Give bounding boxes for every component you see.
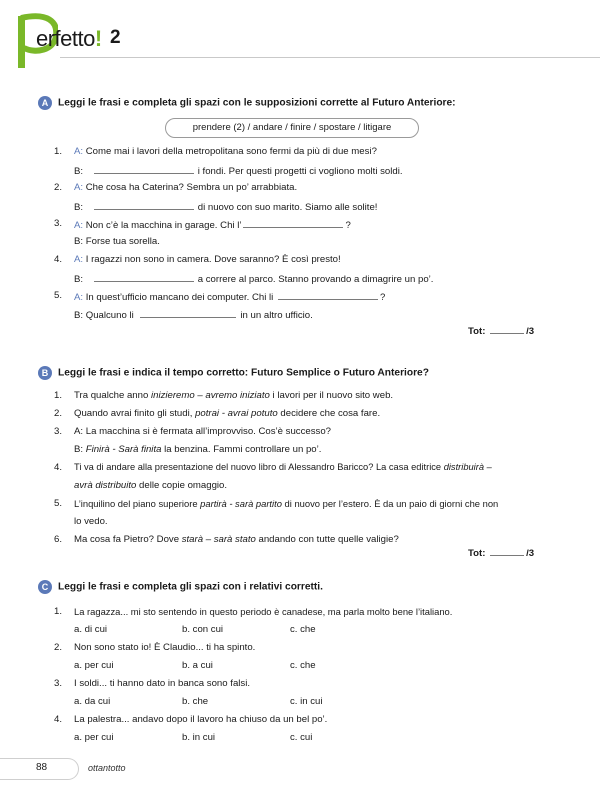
section-c-badge: C — [38, 580, 52, 594]
book-number: 2 — [110, 27, 121, 48]
c-option-c[interactable]: c. che — [290, 660, 316, 671]
item-number: 4. — [54, 714, 63, 725]
item-number: 1. — [54, 606, 63, 617]
section-b-title: B Leggi le frasi e indica il tempo corretto: Futuro Semplice o Futuro Anteriore? — [38, 366, 429, 380]
b-item-5-line2: lo vedo. — [74, 516, 108, 527]
b-item-4-line2: avrà distribuito delle copie omaggio. — [74, 480, 228, 491]
c-option-b[interactable]: b. a cui — [182, 660, 213, 671]
c-option-a[interactable]: a. per cui — [74, 732, 114, 743]
page-header — [0, 0, 600, 60]
b-line-2: B: di nuovo con suo marito. Siamo alle solite! — [74, 202, 378, 213]
item-number: 5. — [54, 290, 63, 301]
item-number: 6. — [54, 534, 63, 545]
section-a-badge: A — [38, 96, 52, 110]
score-a: Tot: /3 — [468, 326, 535, 337]
header-divider — [60, 57, 600, 58]
c-option-c[interactable]: c. che — [290, 624, 316, 635]
item-number: 4. — [54, 254, 63, 265]
page-number-word: ottantotto — [88, 763, 126, 773]
item-number: 2. — [54, 182, 63, 193]
a-line-5: A: In quest’ufficio mancano dei computer. Chi li ? — [74, 292, 386, 303]
c-option-c[interactable]: c. in cui — [290, 696, 323, 707]
item-number: 3. — [54, 426, 63, 437]
answer-blank[interactable] — [278, 290, 378, 300]
section-c-title: C Leggi le frasi e completa gli spazi con i relativi corretti. — [38, 580, 323, 594]
section-a-title: A Leggi le frasi e completa gli spazi con le supposizioni corrette al Futuro Anteriore: — [38, 96, 456, 110]
c-option-b[interactable]: b. con cui — [182, 624, 224, 635]
score-blank[interactable] — [490, 546, 524, 556]
score-b: Tot: /3 — [468, 548, 535, 559]
item-number: 1. — [54, 146, 63, 157]
b-line-4: B: a correre al parco. Stanno provando a dimagrire un po’. — [74, 274, 434, 285]
answer-blank[interactable] — [243, 218, 343, 228]
page-number: 88 — [36, 762, 48, 773]
item-number: 1. — [54, 390, 63, 401]
c-question-3: I soldi... ti hanno dato in banca sono falsi. — [74, 678, 250, 689]
item-number: 2. — [54, 408, 63, 419]
item-number: 3. — [54, 678, 63, 689]
word-box: prendere (2) / andare / finire / spostare / litigare — [165, 118, 419, 138]
c-option-a[interactable]: a. per cui — [74, 660, 114, 671]
a-line-2: A: Che cosa ha Caterina? Sembra un po’ arrabbiata. — [74, 182, 298, 193]
item-number: 2. — [54, 642, 63, 653]
score-blank[interactable] — [490, 324, 524, 334]
answer-blank[interactable] — [94, 164, 194, 174]
b-item-1: Tra qualche anno inizieremo – avremo iniziato i lavori per il nuovo sito web. — [74, 390, 394, 401]
b-line-5: B: Qualcuno li in un altro ufficio. — [74, 310, 313, 321]
c-question-2: Non sono stato io! È Claudio... ti ha spinto. — [74, 642, 256, 653]
a-line-4: A: I ragazzi non sono in camera. Dove saranno? È così presto! — [74, 254, 341, 265]
b-item-3-line2: B: Finirà - Sarà finita la benzina. Fammi controllare un po’. — [74, 444, 322, 455]
item-number: 5. — [54, 498, 63, 509]
b-item-2: Quando avrai finito gli studi, potrai - avrai potuto decidere che cosa fare. — [74, 408, 381, 419]
c-question-4: La palestra... andavo dopo il lavoro ha chiuso da un bel po’. — [74, 714, 328, 725]
c-option-b[interactable]: b. che — [182, 696, 209, 707]
c-option-a[interactable]: a. da cui — [74, 696, 111, 707]
b-line-3: B: Forse tua sorella. — [74, 236, 160, 247]
logo-text: erfetto! — [36, 26, 102, 51]
b-item-3-line1: A: La macchina si è fermata all’improvviso. Cos’è successo? — [74, 426, 332, 437]
section-b-badge: B — [38, 366, 52, 380]
answer-blank[interactable] — [94, 200, 194, 210]
item-number: 3. — [54, 218, 63, 229]
c-option-c[interactable]: c. cui — [290, 732, 313, 743]
b-item-4-line1: Ti va di andare alla presentazione del nuovo libro di Alessandro Baricco? La casa editrice distribuirà – — [74, 462, 492, 472]
a-line-1: A: Come mai i lavori della metropolitana sono fermi da più di due mesi? — [74, 146, 377, 157]
b-line-1: B: i fondi. Per questi progetti ci vogliono molti soldi. — [74, 166, 403, 177]
c-option-a[interactable]: a. di cui — [74, 624, 108, 635]
b-item-5-line1: L’inquilino del piano superiore partirà - sarà partito di nuovo per l’estero. È da un paio di giorni che non — [74, 498, 499, 509]
answer-blank[interactable] — [140, 308, 236, 318]
answer-blank[interactable] — [94, 272, 194, 282]
c-option-b[interactable]: b. in cui — [182, 732, 216, 743]
c-question-1: La ragazza... mi sto sentendo in questo periodo è canadese, ma parla molto bene l’italiano. — [74, 606, 453, 617]
a-line-3: A: Non c’è la macchina in garage. Chi l’ ? — [74, 220, 351, 231]
item-number: 4. — [54, 462, 63, 473]
b-item-6: Ma cosa fa Pietro? Dove starà – sarà stato andando con tutte quelle valigie? — [74, 534, 399, 545]
